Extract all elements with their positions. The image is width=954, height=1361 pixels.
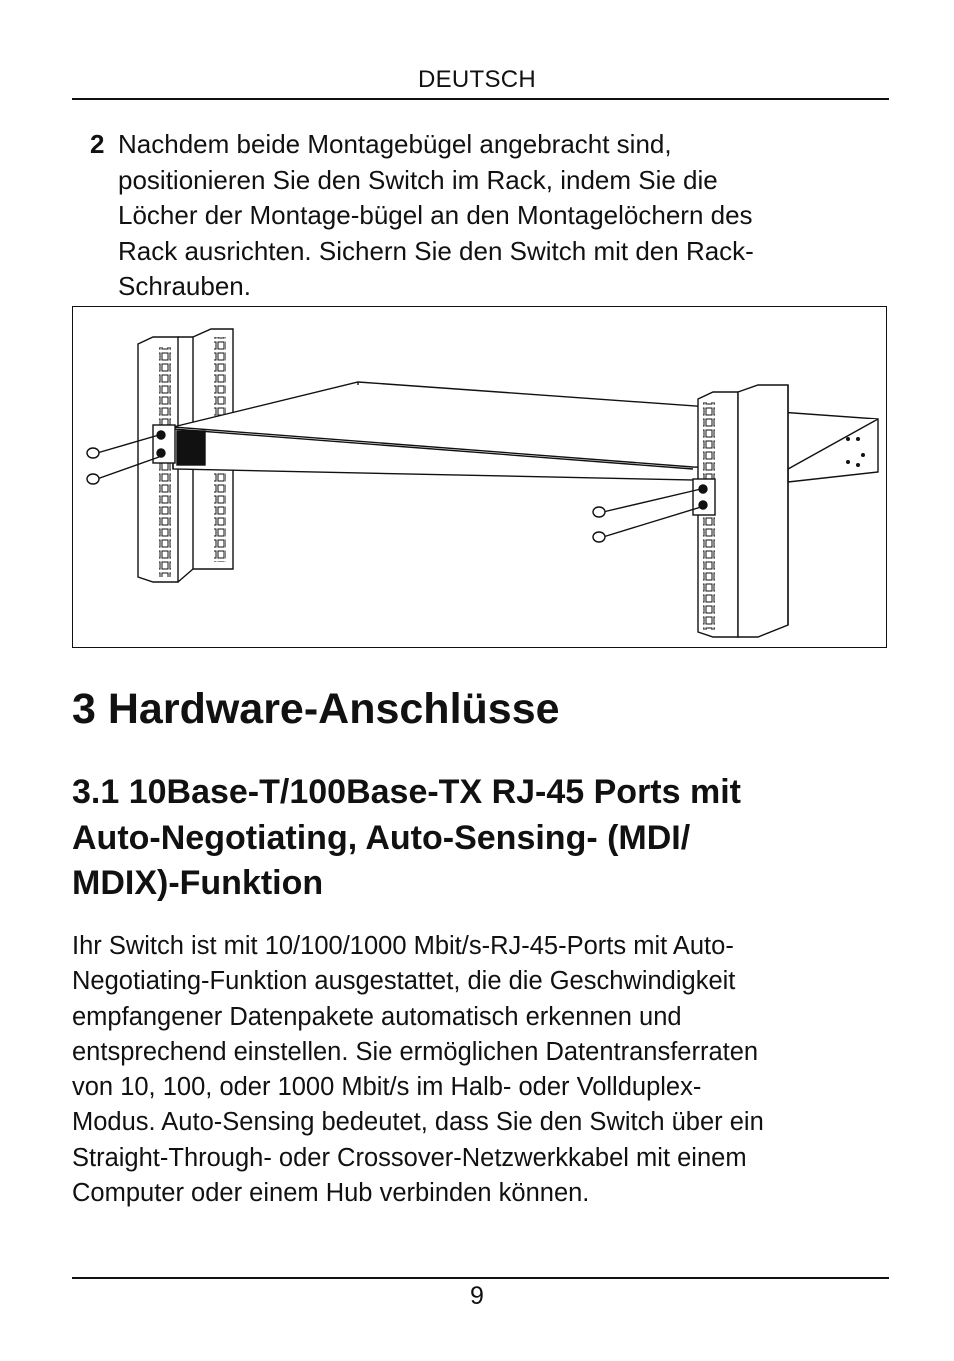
header-language-label: DEUTSCH [417,66,537,93]
header-rule [72,98,889,100]
step-text-line: Löcher der Montage-bügel an den Montagelöchern des [118,200,753,230]
step-text-line: positionieren Sie den Switch im Rack, indem Sie die [118,164,718,195]
subsection-title-line: 3.1 10Base-T/100Base-TX RJ-45 Ports mit [72,773,741,811]
body-line: entsprechend einstellen. Sie ermöglichen Datentransferraten [72,1037,759,1066]
rack-mount-drawing [73,307,888,649]
body-line: empfangener Datenpakete automatisch erkennen und [72,1002,682,1031]
step-text [118,127,878,305]
subsection-title [72,770,872,907]
body-line: Straight-Through- oder Crossover-Netzwerkkabel mit einem [72,1143,747,1172]
subsection-title-line: MDIX)-Funktion [72,864,324,902]
section-title: 3 Hardware-Anschlüsse [72,685,560,733]
step-text-line: Rack ausrichten. Sichern Sie den Switch mit den Rack- [118,235,754,266]
step-number: 2 [90,129,105,159]
body-line: Computer oder einem Hub verbinden können. [72,1179,590,1208]
subsection-title-line: Auto-Negotiating, Auto-Sensing- (MDI/ [72,818,691,857]
rack-mount-illustration [72,306,887,648]
body-paragraph [72,929,892,1211]
footer-rule [72,1277,889,1279]
step-text-line: Nachdem beide Montagebügel angebracht sind, [118,129,672,159]
page-number: 9 [470,1282,484,1310]
step-text-line: Schrauben. [118,271,251,301]
body-line: Negotiating-Funktion ausgestattet, die die Geschwindigkeit [72,967,736,996]
body-line: von 10, 100, oder 1000 Mbit/s im Halb- oder Vollduplex- [72,1073,702,1102]
body-line: Modus. Auto-Sensing bedeutet, dass Sie den Switch über ein [72,1108,764,1137]
body-line: Ihr Switch ist mit 10/100/1000 Mbit/s-RJ-45-Ports mit Auto- [72,932,734,960]
